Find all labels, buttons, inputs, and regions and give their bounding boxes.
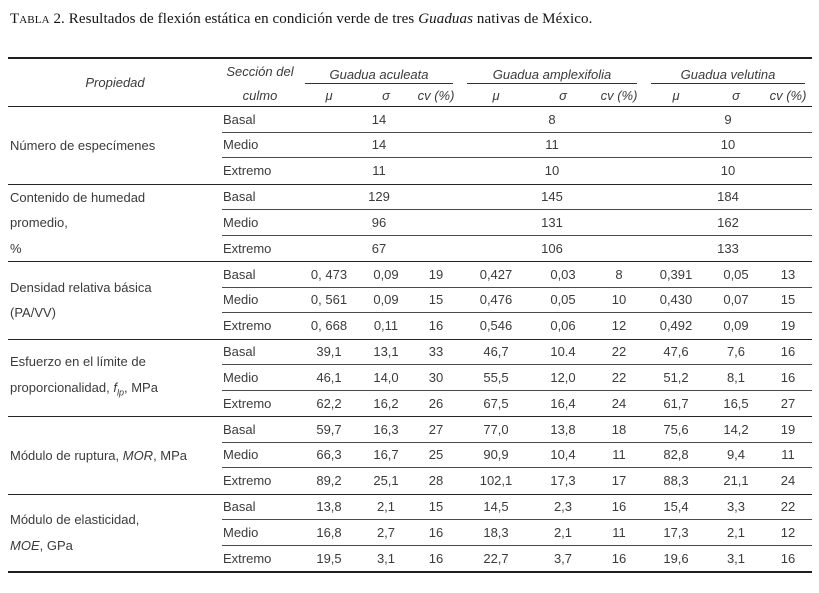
cell-sigma: 8,1 — [708, 365, 764, 391]
cell-cv: 22 — [764, 495, 812, 521]
header-stat-mu: μ — [325, 87, 333, 103]
cell-cv: 19 — [412, 262, 460, 288]
header-species-aculeata: Guadua aculeata — [305, 59, 453, 84]
section-cell: Basal — [222, 495, 298, 521]
span-value-cell: 67 — [371, 240, 387, 256]
cell-sigma: 0,05 — [532, 288, 594, 314]
cell-cv: 17 — [611, 473, 627, 489]
cell-cv: 16 — [611, 550, 627, 566]
property-group — [8, 262, 812, 340]
cell-sigma: 0,07 — [708, 288, 764, 314]
section-cell: Extremo — [223, 550, 272, 566]
cell-mu: 82,8 — [644, 443, 708, 469]
header-species-amplexifolia: Guadua amplexifolia — [467, 59, 637, 84]
property-label: Contenido de humedad promedio, % — [10, 189, 146, 256]
cell-cv: 33 — [412, 340, 460, 366]
cell-cv: 26 — [428, 395, 444, 411]
cell-cv: 30 — [412, 365, 460, 391]
span-value-cell: 10 — [544, 163, 560, 179]
cell-mu: 19,5 — [316, 550, 342, 566]
section-cell: Extremo — [223, 318, 272, 334]
cell-sigma: 14,0 — [360, 365, 412, 391]
section-cell: Extremo — [223, 473, 272, 489]
cell-sigma: 2,3 — [532, 495, 594, 521]
cell-cv: 15 — [412, 495, 460, 521]
cell-cv: 16 — [764, 365, 812, 391]
cell-mu: 66,3 — [298, 443, 360, 469]
cell-mu: 90,9 — [460, 443, 532, 469]
cell-cv: 11 — [594, 520, 644, 546]
cell-mu: 51,2 — [644, 365, 708, 391]
cell-cv: 27 — [412, 417, 460, 443]
cell-sigma: 16,4 — [550, 395, 576, 411]
cell-cv: 25 — [412, 443, 460, 469]
section-cell: Extremo — [223, 240, 272, 256]
section-cell: Extremo — [223, 163, 272, 179]
cell-mu: 0, 473 — [298, 262, 360, 288]
cell-sigma: 3,7 — [553, 550, 573, 566]
cell-sigma: 16,7 — [360, 443, 412, 469]
header-stat-cv: cv (%) — [769, 87, 807, 103]
cell-mu: 0,430 — [644, 288, 708, 314]
table-header — [8, 57, 812, 107]
property-group — [8, 495, 812, 574]
cell-cv: 16 — [428, 318, 444, 334]
cell-mu: 14,5 — [460, 495, 532, 521]
cell-mu: 62,2 — [316, 395, 342, 411]
cell-mu: 16,8 — [298, 520, 360, 546]
cell-sigma: 7,6 — [708, 340, 764, 366]
cell-cv: 16 — [412, 520, 460, 546]
header-seccion-line2: culmo — [242, 87, 278, 103]
header-stat-cv: cv (%) — [417, 87, 455, 103]
cell-cv: 11 — [764, 443, 812, 469]
cell-sigma: 9,4 — [708, 443, 764, 469]
section-cell: Extremo — [223, 395, 272, 411]
cell-sigma: 25,1 — [373, 473, 399, 489]
header-stat-cv: cv (%) — [600, 87, 638, 103]
cell-cv: 28 — [428, 473, 444, 489]
cell-cv: 22 — [594, 365, 644, 391]
cell-sigma: 2,1 — [360, 495, 412, 521]
cell-cv: 24 — [780, 473, 796, 489]
header-seccion-line1: Sección del — [226, 64, 294, 79]
cell-mu: 46,7 — [460, 340, 532, 366]
table-body — [8, 107, 812, 573]
header-stat-mu: μ — [672, 87, 680, 103]
cell-sigma: 3,1 — [726, 550, 746, 566]
cell-cv: 13 — [764, 262, 812, 288]
cell-mu: 18,3 — [460, 520, 532, 546]
cell-sigma: 10.4 — [532, 340, 594, 366]
section-cell: Basal — [222, 262, 298, 288]
property-label: Módulo de ruptura, MOR, MPa — [10, 447, 188, 463]
cell-mu: 89,2 — [316, 473, 342, 489]
header-stat-sigma: σ — [382, 87, 390, 103]
section-cell: Basal — [222, 340, 298, 366]
property-group — [8, 107, 812, 185]
data-table — [8, 57, 812, 573]
cell-sigma: 17,3 — [550, 473, 576, 489]
cell-cv: 15 — [412, 288, 460, 314]
cell-mu: 47,6 — [644, 340, 708, 366]
section-cell: Medio — [222, 443, 298, 469]
cell-cv: 11 — [594, 443, 644, 469]
span-value-cell: 10 — [644, 133, 812, 159]
cell-mu: 46,1 — [298, 365, 360, 391]
cell-mu: 17,3 — [644, 520, 708, 546]
cell-sigma: 10,4 — [532, 443, 594, 469]
cell-sigma: 0,06 — [550, 318, 576, 334]
section-cell: Basal — [222, 107, 298, 133]
section-cell: Medio — [222, 520, 298, 546]
cell-cv: 16 — [428, 550, 444, 566]
section-cell: Medio — [222, 133, 298, 159]
cell-mu: 0, 561 — [298, 288, 360, 314]
span-value-cell: 162 — [644, 210, 812, 236]
cell-cv: 22 — [594, 340, 644, 366]
cell-sigma: 0,11 — [373, 318, 399, 334]
table-title: Tabla 2. Resultados de flexión estática en condición verde de tres Guaduas nativas de México. — [10, 11, 593, 27]
cell-mu: 88,3 — [663, 473, 689, 489]
span-value-cell: 11 — [460, 133, 644, 159]
property-label: Número de especímenes — [10, 137, 156, 153]
cell-sigma: 2,1 — [532, 520, 594, 546]
span-value-cell: 14 — [298, 133, 460, 159]
cell-sigma: 16,5 — [723, 395, 749, 411]
span-value-cell: 11 — [372, 163, 386, 179]
cell-mu: 0,391 — [644, 262, 708, 288]
span-value-cell: 96 — [298, 210, 460, 236]
cell-mu: 0,427 — [460, 262, 532, 288]
cell-sigma: 13,8 — [532, 417, 594, 443]
cell-mu: 13,8 — [298, 495, 360, 521]
cell-sigma: 3,3 — [708, 495, 764, 521]
cell-sigma: 0,09 — [723, 318, 749, 334]
cell-cv: 27 — [780, 395, 796, 411]
cell-sigma: 0,03 — [532, 262, 594, 288]
cell-sigma: 13,1 — [360, 340, 412, 366]
cell-mu: 0,546 — [479, 318, 513, 334]
cell-sigma: 21,1 — [723, 473, 749, 489]
property-group — [8, 417, 812, 495]
cell-cv: 16 — [594, 495, 644, 521]
cell-mu: 15,4 — [644, 495, 708, 521]
cell-cv: 19 — [764, 417, 812, 443]
cell-sigma: 12,0 — [532, 365, 594, 391]
cell-cv: 8 — [594, 262, 644, 288]
cell-mu: 0,476 — [460, 288, 532, 314]
span-value-cell: 106 — [541, 240, 563, 256]
section-cell: Medio — [222, 365, 298, 391]
cell-mu: 102,1 — [479, 473, 513, 489]
property-group — [8, 185, 812, 263]
span-value-cell: 9 — [644, 107, 812, 133]
property-label: Módulo de elasticidad, MOE, GPa — [10, 512, 140, 553]
span-value-cell: 129 — [298, 185, 460, 211]
cell-sigma: 2,1 — [708, 520, 764, 546]
cell-cv: 24 — [611, 395, 627, 411]
cell-mu: 0, 668 — [310, 318, 348, 334]
cell-sigma: 16,2 — [373, 395, 399, 411]
cell-cv: 16 — [780, 550, 796, 566]
cell-cv: 18 — [594, 417, 644, 443]
span-value-cell: 8 — [460, 107, 644, 133]
cell-cv: 12 — [611, 318, 627, 334]
section-cell: Medio — [222, 288, 298, 314]
span-value-cell: 145 — [460, 185, 644, 211]
property-group — [8, 340, 812, 418]
cell-mu: 39,1 — [298, 340, 360, 366]
cell-cv: 10 — [594, 288, 644, 314]
span-value-cell: 10 — [720, 163, 736, 179]
header-stat-sigma: σ — [559, 87, 567, 103]
cell-sigma: 0,09 — [360, 262, 412, 288]
cell-sigma: 0,09 — [360, 288, 412, 314]
cell-mu: 77,0 — [460, 417, 532, 443]
cell-cv: 12 — [764, 520, 812, 546]
cell-mu: 22,7 — [483, 550, 509, 566]
property-label: Densidad relativa básica (PA/VV) — [10, 279, 152, 321]
cell-mu: 75,6 — [644, 417, 708, 443]
header-stat-mu: μ — [492, 87, 500, 103]
cell-sigma: 3,1 — [376, 550, 396, 566]
cell-mu: 55,5 — [460, 365, 532, 391]
cell-cv: 15 — [764, 288, 812, 314]
property-label: Esfuerzo en el límite de proporcionalidad, $f_{lp}$, MPa — [10, 354, 158, 398]
cell-mu: 61,7 — [663, 395, 689, 411]
cell-sigma: 2,7 — [360, 520, 412, 546]
span-value-cell: 184 — [644, 185, 812, 211]
header-stat-sigma: σ — [732, 87, 740, 103]
cell-mu: 67,5 — [483, 395, 509, 411]
cell-cv: 16 — [764, 340, 812, 366]
cell-cv: 19 — [780, 318, 796, 334]
header-propiedad: Propiedad — [85, 75, 145, 90]
cell-mu: 19,6 — [663, 550, 689, 566]
cell-sigma: 16,3 — [360, 417, 412, 443]
cell-sigma: 0,05 — [708, 262, 764, 288]
section-cell: Medio — [222, 210, 298, 236]
header-species-velutina: Guadua velutina — [651, 59, 805, 84]
span-value-cell: 131 — [460, 210, 644, 236]
span-value-cell: 14 — [298, 107, 460, 133]
cell-sigma: 14,2 — [708, 417, 764, 443]
section-cell: Basal — [222, 417, 298, 443]
cell-mu: 59,7 — [298, 417, 360, 443]
section-cell: Basal — [222, 185, 298, 211]
span-value-cell: 133 — [717, 240, 739, 256]
cell-mu: 0,492 — [659, 318, 693, 334]
